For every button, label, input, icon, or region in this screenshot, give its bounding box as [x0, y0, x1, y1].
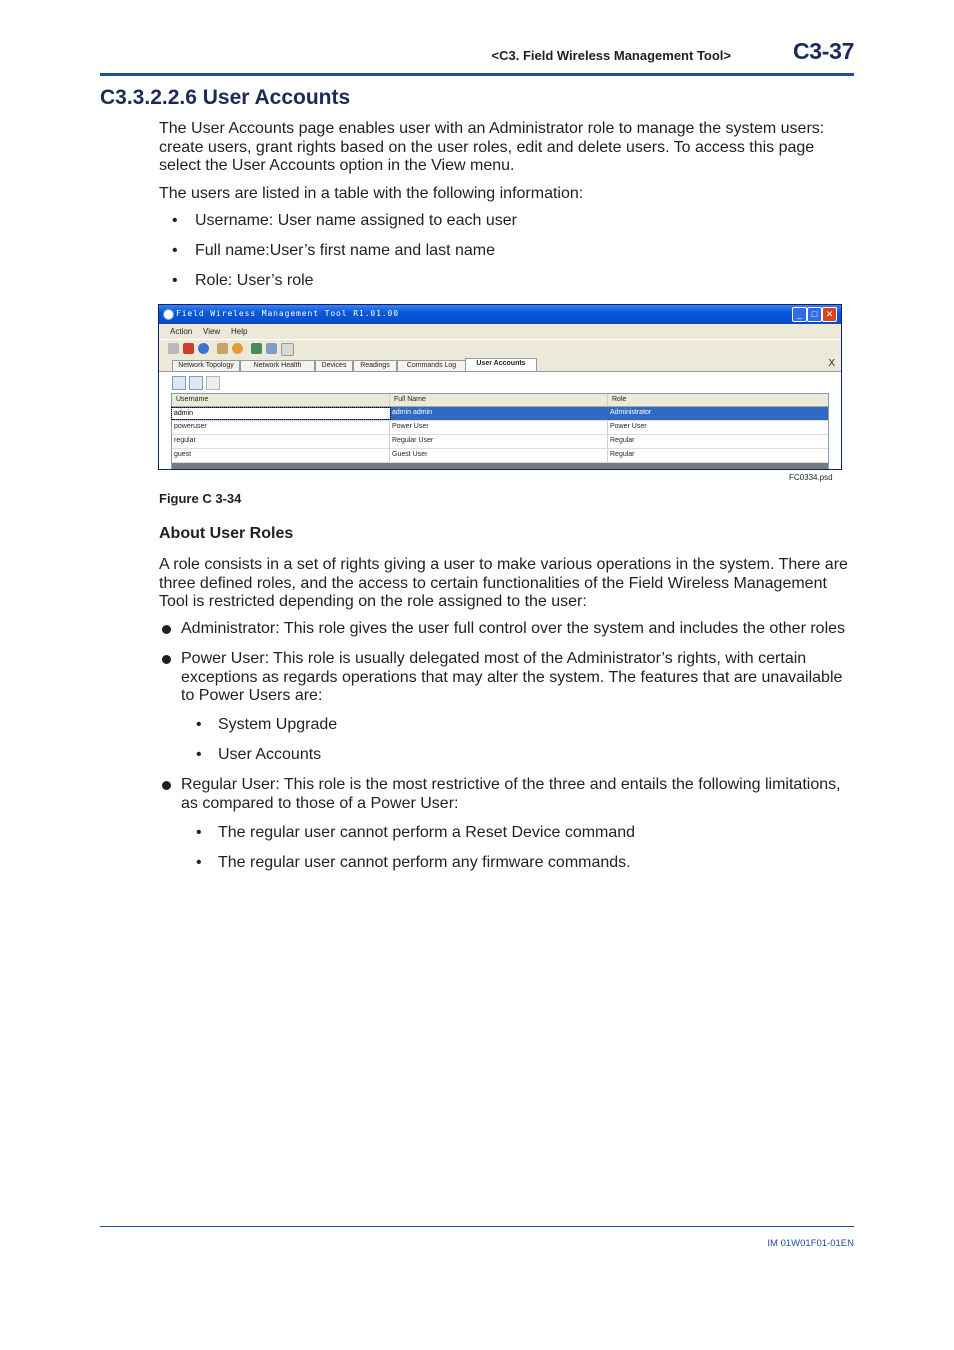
table-row[interactable] [172, 421, 828, 435]
column-divider [607, 435, 608, 448]
device-icon[interactable] [251, 343, 262, 354]
column-divider [607, 394, 608, 406]
tab-network-health[interactable]: Network Health [240, 360, 315, 371]
document-icon[interactable] [281, 343, 294, 356]
disconnect-icon[interactable] [183, 343, 194, 354]
bullet-marker: • [196, 716, 202, 733]
connect-icon[interactable] [168, 343, 179, 354]
role-power-user: Power User: This role is usually delegated most of the Administrator’s rights, with certain exceptions as regards operations that may alter the system. The features that are unavailable to Power Users are: [181, 650, 843, 704]
list-item: Username: User name assigned to each user [195, 212, 517, 229]
figure-caption: Figure C 3-34 [159, 491, 242, 506]
health-icon[interactable] [232, 343, 243, 354]
cell-username: regular [174, 437, 196, 444]
cell-role: Power User [610, 423, 647, 430]
bullet-marker: • [172, 212, 178, 229]
table-intro-paragraph: The users are listed in a table with the following information: [159, 185, 584, 202]
bullet-dot [162, 625, 171, 634]
intro-paragraph: The User Accounts page enables user with an Administrator role to manage the system users: create users, grant rights based on the user roles, edit and delete users. To access this page select the User Accounts option in the View menu. [159, 120, 825, 174]
role-administrator: Administrator: This role gives the user full control over the system and includes the other roles [181, 620, 846, 637]
app-icon [163, 309, 174, 320]
roles-intro-paragraph: A role consists in a set of rights giving a user to make various operations in the system. There are three defined roles, and the access to certain functionalities of the Field Wireless Management Tool is restricted depending on the role assigned to the user: [159, 556, 848, 610]
maximize-button[interactable]: □ [807, 307, 822, 322]
tab-network-topology[interactable]: Network Topology [172, 360, 240, 371]
cell-role: Regular [610, 451, 635, 458]
menu-view[interactable]: View [203, 327, 221, 336]
user-accounts-panel [159, 371, 841, 470]
header-rule [100, 73, 854, 76]
window-titlebar [159, 305, 841, 324]
column-divider [607, 449, 608, 462]
cell-fullname: Regular User [392, 437, 434, 444]
subsection-heading: About User Roles [159, 525, 294, 542]
cell-role: Regular [610, 437, 635, 444]
list-item: The regular user cannot perform any firmware commands. [218, 854, 631, 871]
column-header-role[interactable]: Role [612, 396, 627, 403]
minimize-button[interactable]: _ [792, 307, 807, 322]
column-header-fullname[interactable]: Full Name [394, 396, 426, 403]
column-divider [389, 435, 390, 448]
cell-username: guest [174, 451, 192, 458]
bullet-dot [162, 655, 171, 664]
list-item: System Upgrade [218, 716, 338, 733]
network-icon[interactable] [217, 343, 228, 354]
list-item: Role: User’s role [195, 272, 314, 289]
cell-fullname: Guest User [392, 451, 428, 458]
close-window-button[interactable]: ✕ [822, 307, 837, 322]
role-regular-user: Regular User: This role is the most restrictive of the three and entails the following limitations, as compared to those of a Power User: [181, 776, 841, 812]
menu-help[interactable]: Help [231, 327, 248, 336]
bullet-marker: • [172, 242, 178, 259]
table-empty-area [172, 463, 828, 470]
table-row[interactable] [172, 435, 828, 449]
tab-readings[interactable]: Readings [353, 360, 397, 371]
table-row[interactable] [172, 449, 828, 463]
cell-username: admin [172, 408, 390, 419]
info-icon[interactable] [198, 343, 209, 354]
cell-username: poweruser [174, 423, 207, 430]
cell-fullname: admin admin [392, 409, 433, 416]
tab-commands-log[interactable]: Commands Log [397, 360, 466, 371]
edit-user-button[interactable] [189, 376, 203, 390]
table-row[interactable] [172, 407, 828, 421]
delete-user-button[interactable] [206, 376, 220, 390]
list-item: User Accounts [218, 746, 322, 763]
column-divider [389, 421, 390, 434]
bullet-marker: • [196, 854, 202, 871]
menubar [159, 324, 841, 339]
running-header: <C3. Field Wireless Management Tool> [491, 48, 731, 63]
list-item: Full name:User’s first name and last name [195, 242, 495, 259]
figure-file-label: FC0334.psd [789, 473, 833, 482]
users-table [171, 393, 829, 470]
toolbar [159, 339, 841, 360]
table-header-row [172, 394, 828, 407]
column-divider [389, 394, 390, 406]
section-title: C3.3.2.2.6 User Accounts [100, 86, 351, 109]
tab-strip [159, 358, 841, 371]
tab-devices[interactable]: Devices [315, 360, 353, 371]
app-window-screenshot [158, 304, 842, 470]
document-id: IM 01W01F01-01EN [767, 1238, 854, 1249]
cell-role: Administrator [610, 409, 652, 416]
menu-action[interactable]: Action [170, 327, 193, 336]
chart-icon[interactable] [266, 343, 277, 354]
cell-fullname: Power User [392, 423, 429, 430]
tab-user-accounts[interactable]: User Accounts [465, 358, 537, 371]
list-item: The regular user cannot perform a Reset Device command [218, 824, 636, 841]
bullet-dot [162, 781, 171, 790]
bullet-marker: • [172, 272, 178, 289]
bullet-marker: • [196, 824, 202, 841]
page-number: C3-37 [793, 38, 855, 64]
add-user-button[interactable] [172, 376, 186, 390]
bullet-marker: • [196, 746, 202, 763]
column-divider [607, 421, 608, 434]
footer-rule [100, 1226, 854, 1227]
window-title: Field Wireless Management Tool R1.01.00 [176, 309, 399, 318]
column-divider [389, 449, 390, 462]
column-header-username[interactable]: Username [176, 396, 209, 403]
close-tab-icon[interactable]: X [828, 358, 835, 369]
